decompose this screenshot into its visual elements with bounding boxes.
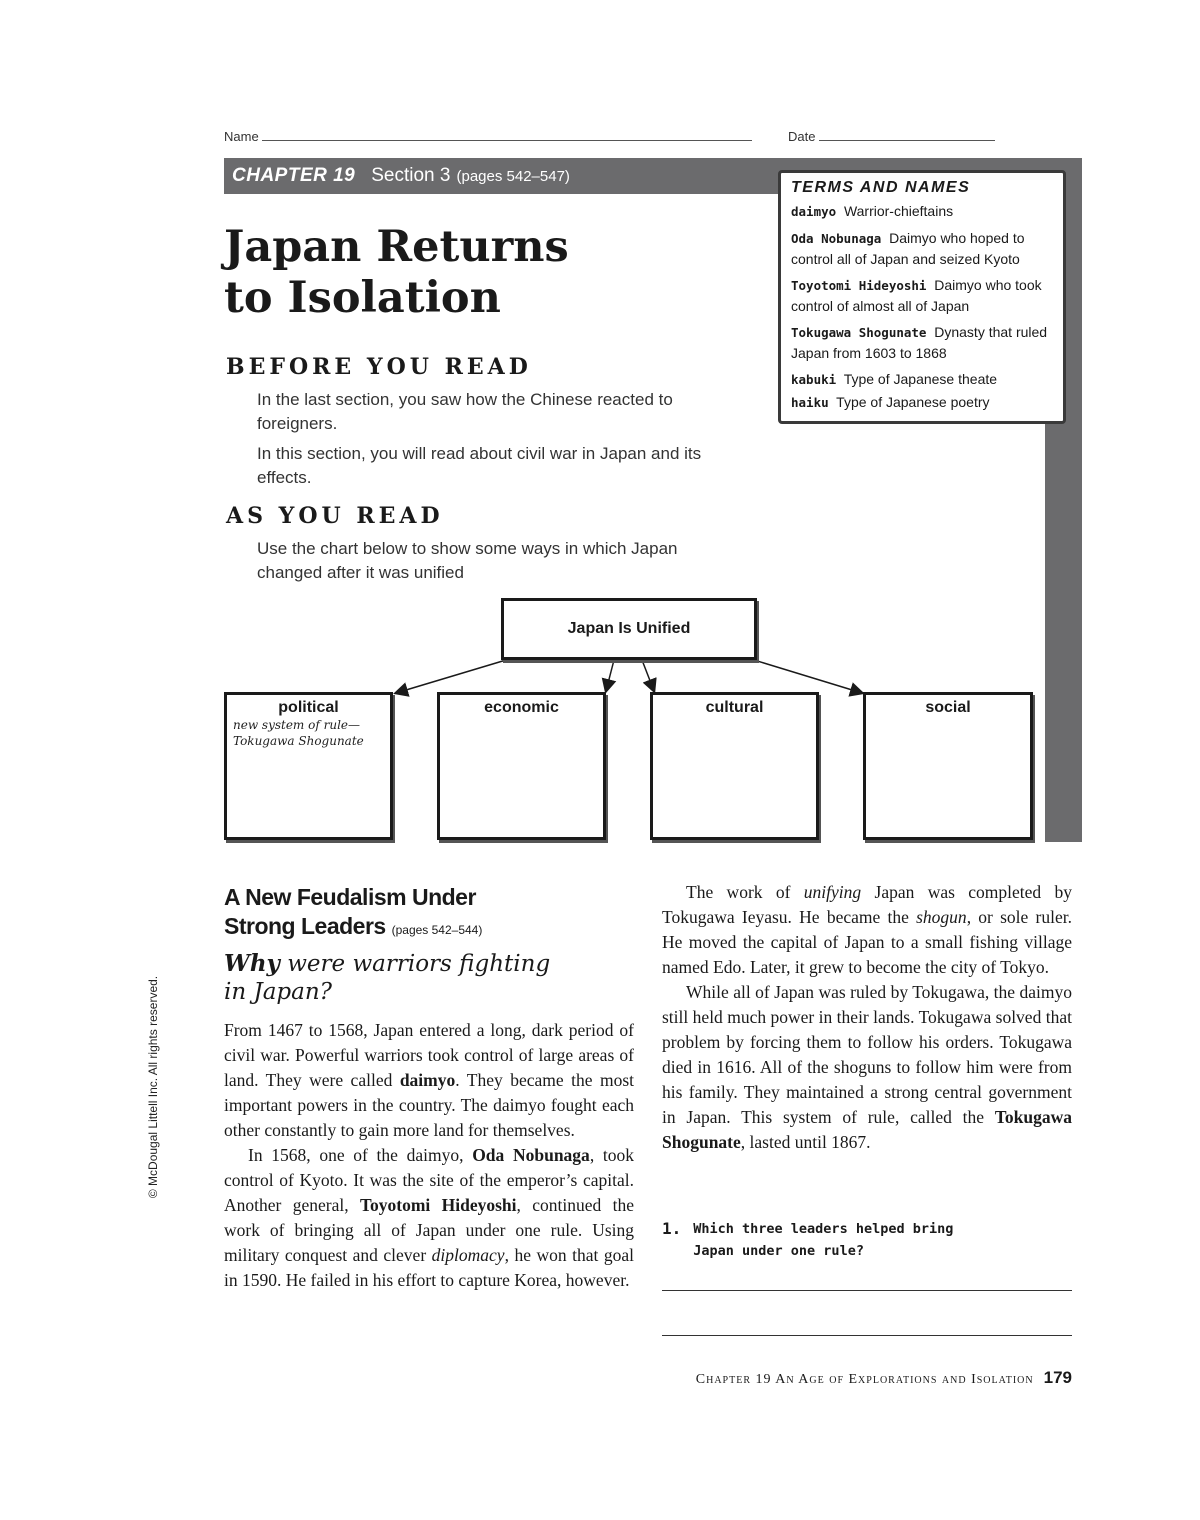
cultural-box[interactable]: cultural <box>650 692 819 840</box>
term-item: Oda Nobunaga Daimyo who hoped to control all of Japan and seized Kyoto <box>791 230 1025 267</box>
terms-box <box>778 170 1066 424</box>
date-label: Date <box>788 129 816 144</box>
section-pages: (pages 542–547) <box>456 167 570 185</box>
japan-unified-box: Japan Is Unified <box>501 598 757 660</box>
section-label: Section 3 <box>371 165 451 186</box>
terms-title: TERMS AND NAMES <box>791 179 971 196</box>
name-line[interactable] <box>262 128 752 141</box>
left-column-text: From 1467 to 1568, Japan entered a long, dark period of civil war. Powerful warriors took control of large areas of land. They were called daimyo. They became the most important powers in the country. The daimyo fought each other constantly to gain more land for themselves. In 1568, one of the daimyo, Oda Nobunaga, took control of Kyoto. It was the site of the emperor’s capital. Another general, Toyotomi Hideyoshi, continued the work of bringing all of Japan under one rule. Using military conquest and clever diplomacy, he won that goal in 1590. He failed in his effort to capture Korea, however. <box>224 1020 634 1290</box>
right-column-text: The work of unifying Japan was completed by Tokugawa Ieyasu. He became the shogun, or sole ruler. He moved the capital of Japan to a small fishing village named Edo. Later, it grew to become the city of Tokyo. While all of Japan was ruled by Tokugawa, the daimyo still held much power in their lands. Tokugawa solved that problem by forcing them to follow his orders. Tokugawa died in 1616. All of the shoguns to follow him were from his family. They maintained a strong central government in Japan. This system of rule, called the Tokugawa Shogunate, lasted until 1867. <box>662 882 1073 1152</box>
answer-line[interactable] <box>662 1290 1072 1291</box>
term-item: kabuki Type of Japanese theate <box>791 371 998 387</box>
chapter-label: CHAPTER 19 <box>232 165 356 186</box>
before-you-read-heading: BEFORE YOU READ <box>226 354 532 380</box>
name-field[interactable] <box>224 128 752 144</box>
name-label: Name <box>224 129 259 144</box>
social-box[interactable]: social <box>863 692 1033 840</box>
political-box[interactable]: political new system of rule— Tokugawa Shogunate <box>224 692 393 840</box>
page-title: Japan Returns to Isolation <box>224 222 569 323</box>
question-1: 1. Which three leaders helped bring Japan under one rule? <box>662 1219 954 1259</box>
why-question-heading: Why were warriors fighting in Japan? <box>224 950 551 1005</box>
term-item: daimyo Warrior-chieftains <box>791 203 954 219</box>
date-line[interactable] <box>819 128 995 141</box>
section-heading: A New Feudalism Under Strong Leaders (pages 542–544) <box>224 884 483 939</box>
as-you-read-text: Use the chart below to show some ways in which Japan changed after it was unified <box>257 539 678 582</box>
page-number: 179 <box>1043 1368 1072 1387</box>
answer-line[interactable] <box>662 1335 1072 1336</box>
date-field[interactable] <box>788 128 995 144</box>
term-item: Tokugawa Shogunate Dynasty that ruled Japan from 1603 to 1868 <box>791 324 1048 361</box>
page-footer: Chapter 19 An Age of Explorations and Isolation 179 <box>695 1368 1072 1387</box>
political-note: new system of rule— Tokugawa Shogunate <box>233 718 364 748</box>
copyright-note: © McDougal Littell Inc. All rights reserved. <box>146 975 160 1199</box>
economic-box[interactable]: economic <box>437 692 606 840</box>
term-item: Toyotomi Hideyoshi Daimyo who took control of almost all of Japan <box>791 277 1042 314</box>
before-you-read-text: In the last section, you saw how the Chinese reacted to foreigners. In this section, you will read about civil war in Japan and its effects. <box>257 390 702 487</box>
term-item: haiku Type of Japanese poetry <box>791 394 990 410</box>
as-you-read-heading: AS YOU READ <box>226 503 444 529</box>
